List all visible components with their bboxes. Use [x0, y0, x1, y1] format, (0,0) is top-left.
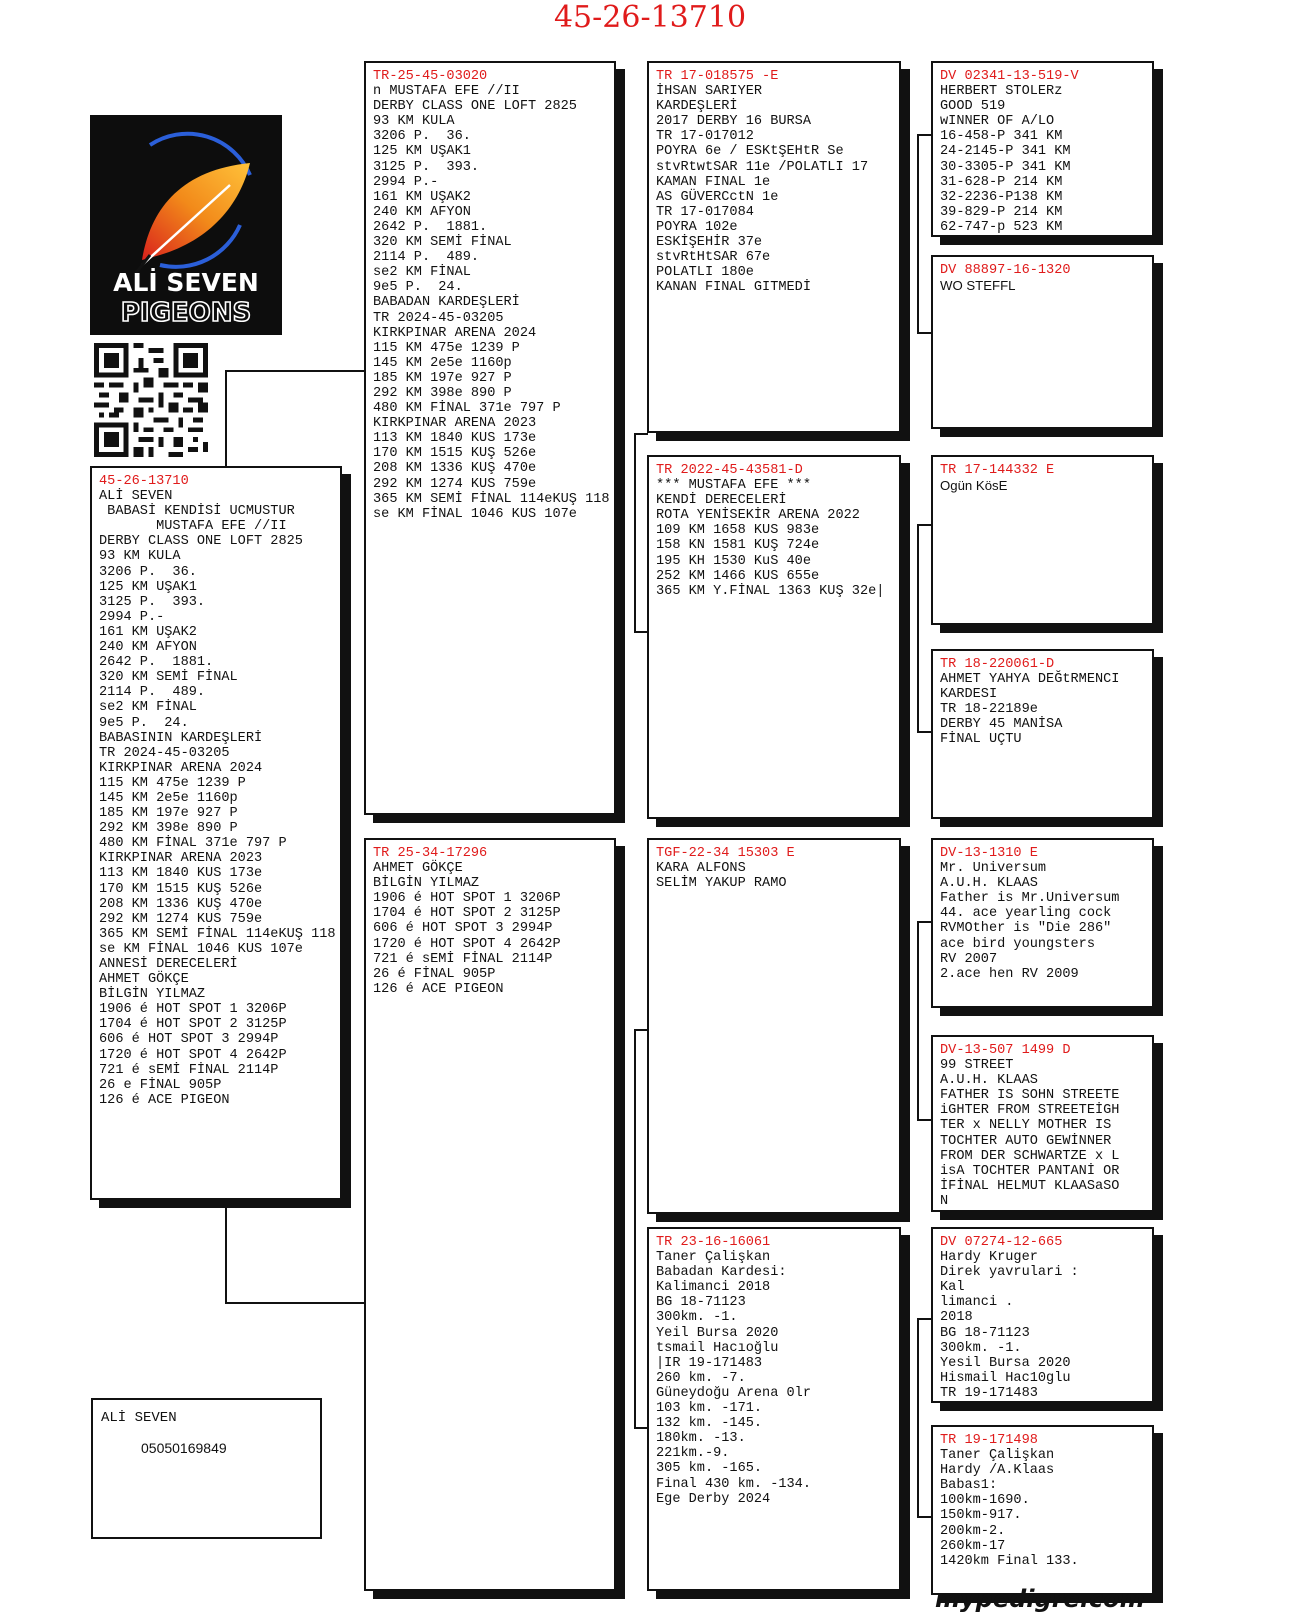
connector-line — [634, 1427, 648, 1429]
qr-code-icon — [94, 343, 208, 457]
connector-line — [634, 433, 636, 633]
ring-number: TR 23-16-16061 — [656, 1235, 771, 1250]
dsd-card — [931, 1035, 1154, 1212]
ring-number: 45-26-13710 — [99, 474, 189, 489]
breeder-phone: 05050169849 — [141, 1440, 227, 1456]
dds-card — [931, 1227, 1154, 1403]
connector-line — [634, 631, 648, 633]
connector-line — [917, 1119, 931, 1121]
pigeon-notes: Taner Çalişkan Hardy /A.Klaas Babas1: 100km-1690. 150km-917. 200km-2. 260km-17 1420km Final 133. — [940, 1448, 1079, 1569]
breeder-contact-box — [91, 1398, 322, 1539]
pigeon-notes: 99 STREET A.U.H. KLAAS FATHER IS SOHN STREETE iGHTER FROM STREETEİGH TER x NELLY MOTHER IS TOCHTER AUTO GEWİNNER FROM DER SCHWARTZE x L isA TOCHTER PANTANİ OR İFİNAL HELMUT KLAASaSO N — [940, 1058, 1120, 1209]
pigeon-notes: Ogün KösE — [940, 478, 1008, 494]
ddd-card — [931, 1425, 1154, 1595]
pedigree-title: 45-26-13710 — [553, 0, 747, 35]
brand-logo — [90, 115, 282, 335]
dss-card — [931, 838, 1154, 1008]
ring-number: DV-13-1310 E — [940, 846, 1038, 861]
ring-number: DV 88897-16-1320 — [940, 263, 1071, 278]
connector-line — [225, 1302, 364, 1304]
connector-line — [225, 1203, 227, 1304]
connector-line — [917, 332, 931, 334]
ring-number: TR 17-144332 E — [940, 463, 1055, 478]
sire-sire-card — [647, 61, 901, 433]
connector-line — [634, 1029, 636, 1429]
logo-text-name: ALİ SEVEN — [113, 268, 259, 297]
ring-number: TR 17-018575 -E — [656, 69, 779, 84]
connector-line — [917, 1516, 931, 1518]
connector-line — [917, 134, 919, 334]
ring-number: DV-13-507 1499 D — [940, 1043, 1071, 1058]
pigeon-notes: ALİ SEVEN BABASİ KENDİSİ UCMUSTUR MUSTAFA EFE //II DERBY CLASS ONE LOFT 2825 93 KM KULA 3206 P. 36. 125 KM UŞAK1 3125 P. 393. 2994 P.- 161 KM UŞAK2 240 KM AFYON 2642 P. 1881. 320 KM SEMİ FİNAL 2114 P. 489. se2 KM FİNAL 9e5 P. 24. BABASININ KARDEŞLERİ TR 2024-45-03205 KIRKPINAR ARENA 2024 115 KM 475e 1239 P 145 KM 2e5e 1160p 185 KM 197e 927 P 292 KM 398e 890 P 480 KM FİNAL 371e 797 P KIRKPINAR ARENA 2023 113 KM 1840 KUS 173e 170 KM 1515 KUŞ 526e 208 KM 1336 KUŞ 470e 292 KM 1274 KUS 759e 365 KM SEMİ FİNAL 114eKUŞ 118 se KM FİNAL 1046 KUS 107e ANNESİ DERECELERİ AHMET GÖKÇE BİLGİN YILMAZ 1906 é HOT SPOT 1 3206P 1704 é HOT SPOT 2 3125P 606 é HOT SPOT 3 2994P 1720 é HOT SPOT 4 2642P 721 é sEMİ FİNAL 2114P 26 e FİNAL 905P 126 é ACE PIGEON — [99, 489, 336, 1108]
ring-number: TR 19-171498 — [940, 1433, 1038, 1448]
pigeon-notes: AHMET YAHYA DEĞtRMENCI KARDESI TR 18-22189e DERBY 45 MANİSA FİNAL UÇTU — [940, 672, 1120, 748]
sdd-card — [931, 649, 1154, 819]
ring-number: TGF-22-34 15303 E — [656, 846, 795, 861]
connector-line — [225, 370, 364, 372]
connector-line — [917, 1318, 919, 1518]
connector-line — [634, 1029, 648, 1031]
pigeon-notes: Hardy Kruger Direk yavrulari : Kal limanci . 2018 BG 18-71123 300km. -1. Yesil Bursa 2020 Hismail Hac10glu TR 19-171483 — [940, 1250, 1079, 1401]
pigeon-notes: AHMET GÖKÇE BİLGİN YILMAZ 1906 é HOT SPOT 1 3206P 1704 é HOT SPOT 2 3125P 606 é HOT SPOT 3 2994P 1720 é HOT SPOT 4 2642P 721 é sEMİ FİNAL 2114P 26 é FİNAL 905P 126 é ACE PIGEON — [373, 861, 561, 997]
ring-number: TR 25-34-17296 — [373, 846, 488, 861]
feather-icon — [90, 115, 282, 335]
ssd-card — [931, 255, 1154, 429]
breeder-name: ALİ SEVEN — [101, 1410, 177, 1426]
sire-card — [364, 61, 616, 815]
sire-dam-card — [647, 455, 901, 819]
ring-number: DV 07274-12-665 — [940, 1235, 1063, 1250]
dam-dam-card — [647, 1227, 901, 1591]
connector-line — [917, 921, 931, 923]
pigeon-notes: *** MUSTAFA EFE *** KENDİ DERECELERİ ROTA YENİSEKİR ARENA 2022 109 KM 1658 KUS 983e 158 KN 1581 KUŞ 724e 195 KH 1530 KuS 40e 252 KM 1466 KUS 655e 365 KM Y.FİNAL 1363 KUŞ 32e| — [656, 478, 885, 599]
ring-number: TR-25-45-03020 — [373, 69, 488, 84]
pigeon-notes: Taner Çalişkan Babadan Kardesi: Kalimanci 2018 BG 18-71123 300km. -1. Yeil Bursa 2020 tsmail Hacıoğlu |IR 19-171483 260 km. -7. Güneydoğu Arena 0lr 103 km. -171. 132 km. -145. 180km. -13. 221km.-9. 305 km. -165. Final 430 km. -134. Ege Derby 2024 — [656, 1250, 811, 1507]
connector-line — [917, 921, 919, 1121]
sds-card — [931, 455, 1154, 625]
logo-text-pigeons: PIGEONS — [120, 298, 252, 328]
subject-pigeon-card — [90, 466, 342, 1200]
dam-sire-card — [647, 838, 901, 1214]
connector-line — [225, 370, 227, 468]
pigeon-notes: HERBERT STOLERz GOOD 519 wINNER OF A/LO 16-458-P 341 KM 24-2145-P 341 KM 30-3305-P 341 KM 31-628-P 214 KM 32-2236-P138 KM 39-829-P 214 KM 62-747-p 523 KM — [940, 84, 1071, 235]
pigeon-notes: WO STEFFL — [940, 278, 1016, 294]
pigeon-notes: İHSAN SARIYER KARDEŞLERİ 2017 DERBY 16 BURSA TR 17-017012 POYRA 6e / ESKtŞEHtR Se stvRtwtSAR 11e /POLATLI 17 KAMAN FINAL 1e AS GÜVERCctN 1e TR 17-017084 POYRA 102e ESKİŞEHİR 37e stvRtHtSAR 67e POLATLI 180e KANAN FINAL GITMEDİ — [656, 84, 869, 296]
connector-line — [917, 1318, 931, 1320]
connector-line — [634, 433, 648, 435]
pigeon-notes: n MUSTAFA EFE //II DERBY CLASS ONE LOFT 2825 93 KM KULA 3206 P. 36. 125 KM UŞAK1 3125 P. 393. 2994 P.- 161 KM UŞAK2 240 KM AFYON 2642 P. 1881. 320 KM SEMİ FİNAL 2114 P. 489. se2 KM FİNAL 9e5 P. 24. BABADAN KARDEŞLERİ TR 2024-45-03205 KIRKPINAR ARENA 2024 115 KM 475e 1239 P 145 KM 2e5e 1160p 185 KM 197e 927 P 292 KM 398e 890 P 480 KM FİNAL 371e 797 P KIRKPINAR ARENA 2023 113 KM 1840 KUS 173e 170 KM 1515 KUŞ 526e 208 KM 1336 KUŞ 470e 292 KM 1274 KUS 759e 365 KM SEMİ FİNAL 114eKUŞ 118 se KM FİNAL 1046 KUS 107e — [373, 84, 610, 522]
pigeon-notes: KARA ALFONS SELİM YAKUP RAMO — [656, 861, 787, 892]
sss-card — [931, 61, 1154, 237]
dam-card — [364, 838, 616, 1591]
connector-line — [917, 524, 931, 526]
pigeon-notes: Mr. Universum A.U.H. KLAAS Father is Mr.Universum 44. ace yearling cock RVMOther is "Die 286" ace bird youngsters RV 2007 2.ace hen RV 2009 — [940, 861, 1120, 982]
connector-line — [917, 524, 919, 733]
ring-number: TR 2022-45-43581-D — [656, 463, 803, 478]
connector-line — [917, 134, 931, 136]
ring-number: DV 02341-13-519-V — [940, 69, 1079, 84]
site-watermark: mypedigre.com — [935, 1585, 1145, 1613]
connector-line — [917, 731, 931, 733]
ring-number: TR 18-220061-D — [940, 657, 1055, 672]
